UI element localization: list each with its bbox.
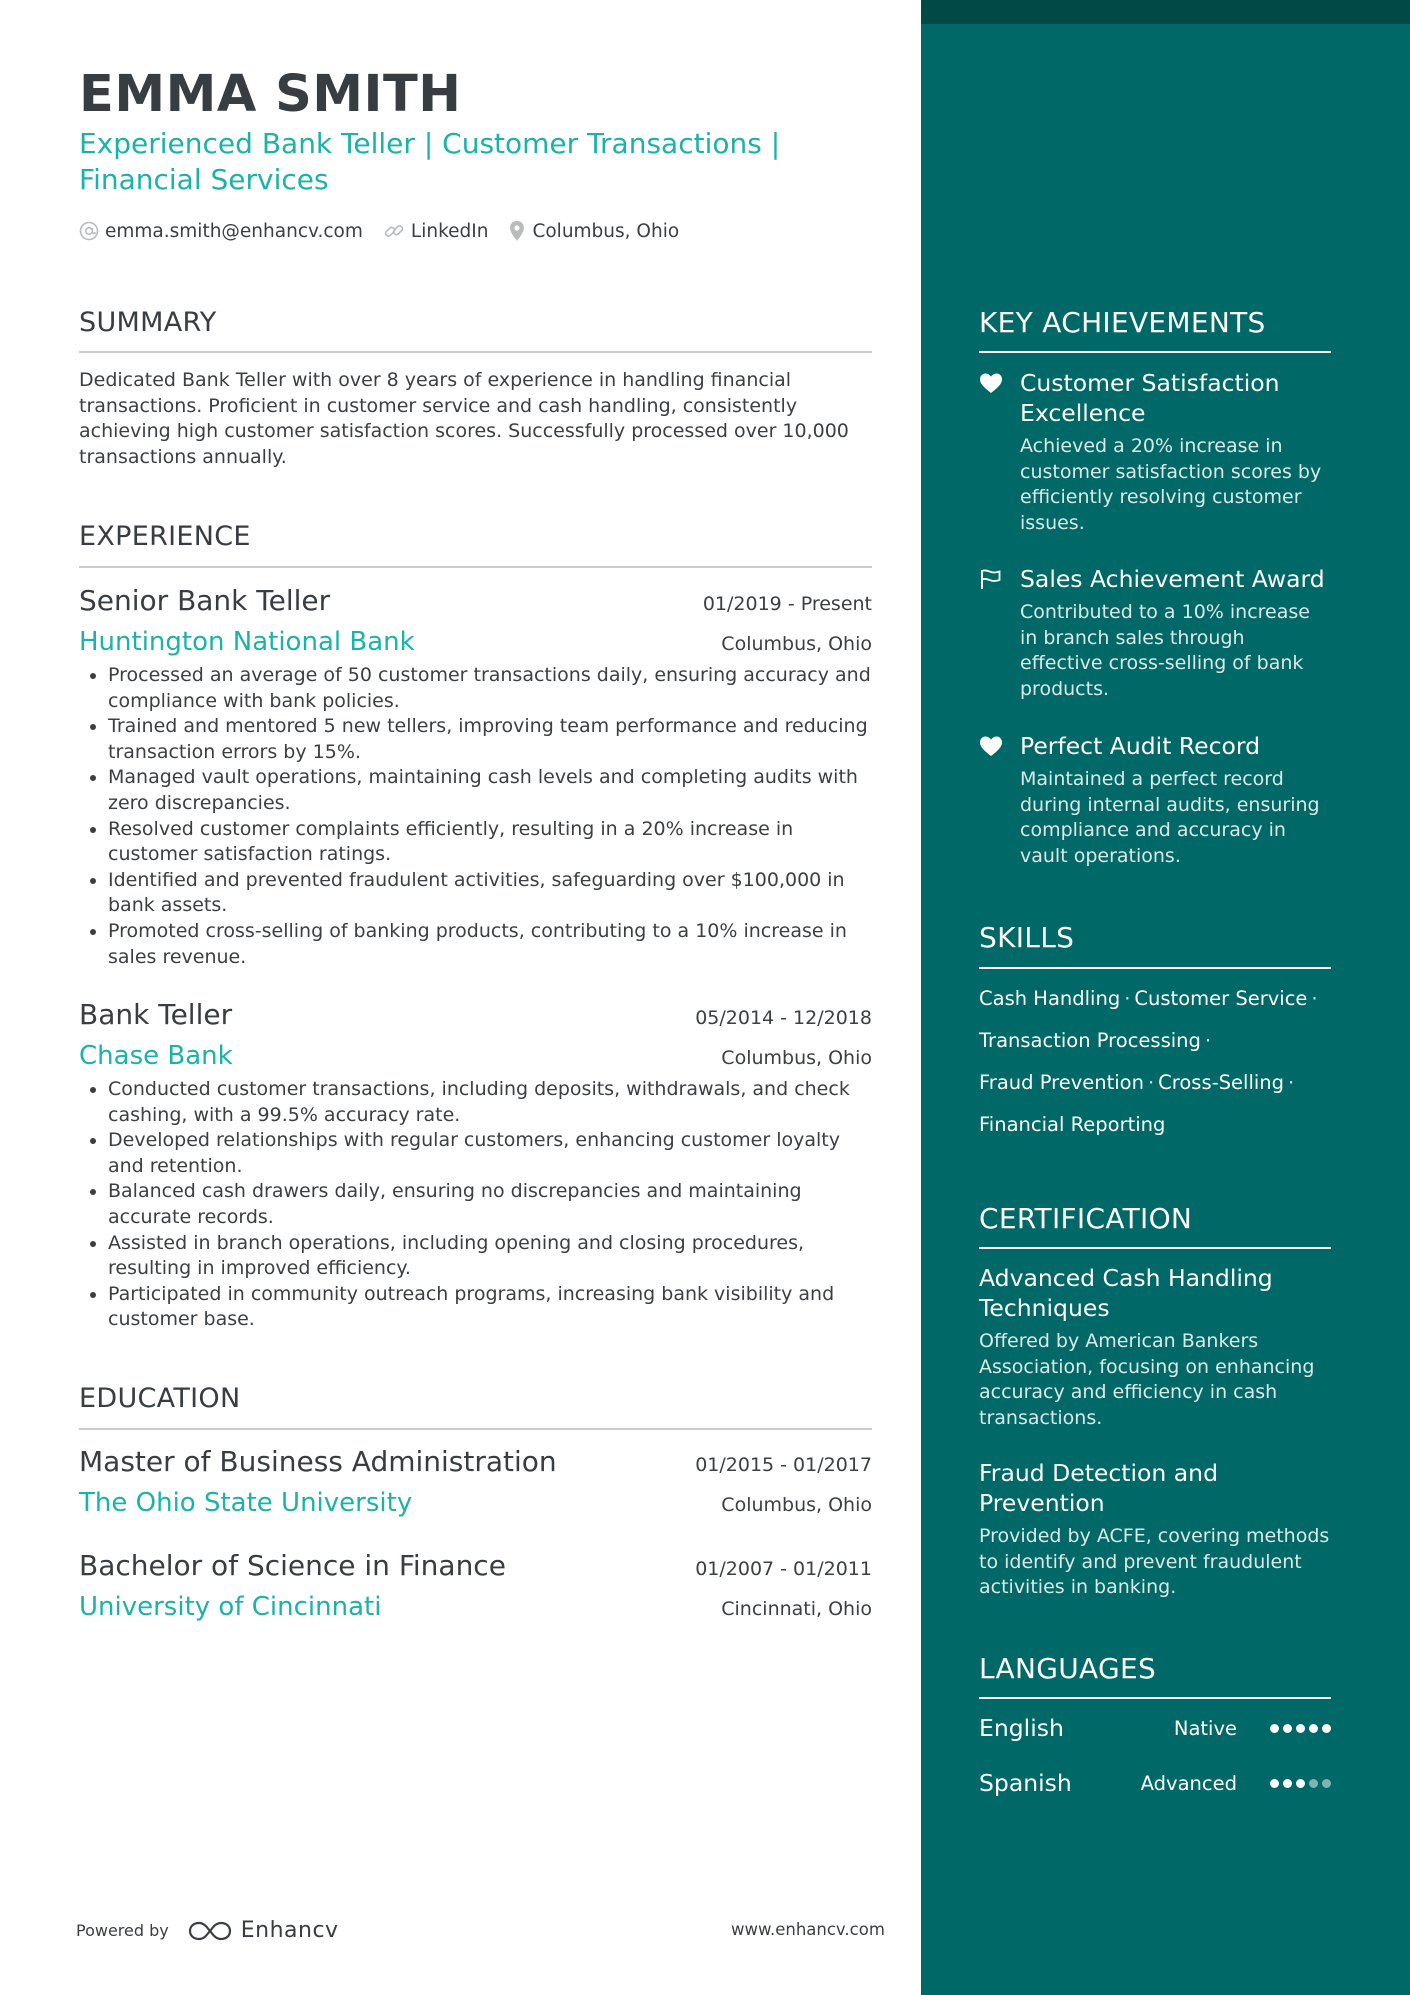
skills-line	[979, 978, 1339, 1020]
certification-item	[979, 1263, 1335, 1431]
heart-icon	[979, 735, 1003, 757]
achievement-description: Maintained a perfect record during internal audits, ensuring compliance and accuracy in vault operations.	[1020, 768, 1320, 867]
contact-email[interactable]	[79, 221, 363, 242]
link-icon	[383, 220, 405, 242]
rating-dot	[1283, 1724, 1292, 1733]
skill-tag: Transaction Processing	[979, 1029, 1201, 1052]
certification-heading: CERTIFICATION	[979, 1202, 1193, 1235]
language-name: Spanish	[979, 1769, 1072, 1797]
degree: Bachelor of Science in Finance	[79, 1549, 506, 1582]
education-entry	[79, 1549, 872, 1624]
company-name: Chase Bank	[79, 1041, 233, 1071]
brand-name: Enhancv	[240, 1918, 339, 1943]
language-rating	[1270, 1779, 1331, 1788]
skills-heading: SKILLS	[979, 921, 1075, 954]
company-name: Huntington National Bank	[79, 627, 415, 657]
certification-title: Advanced Cash Handling Techniques	[979, 1264, 1273, 1322]
skills-line	[979, 1020, 1339, 1062]
job-dates: 01/2019 - Present	[702, 593, 872, 615]
languages-heading: LANGUAGES	[979, 1652, 1157, 1685]
bullet-item: • Assisted in branch operations, including opening and closing procedures, resulting in improved efficiency.	[108, 1231, 872, 1282]
job-dates: 05/2014 - 12/2018	[695, 1007, 872, 1029]
achievement-item	[979, 368, 1331, 536]
headline-line: Financial Services	[79, 163, 329, 196]
bullet-item: • Promoted cross-selling of banking products, contributing to a 10% increase in sales revenue.	[108, 919, 872, 970]
achievement-title: Perfect Audit Record	[1020, 732, 1261, 760]
heart-icon	[979, 372, 1003, 394]
rating-dot	[1296, 1779, 1305, 1788]
experience-heading: EXPERIENCE	[79, 521, 251, 552]
email-text: emma.smith@enhancv.com	[105, 220, 363, 242]
certification-description: Provided by ACFE, covering methods to identify and prevent fraudulent activities in banking.	[979, 1525, 1330, 1599]
skills-list	[979, 978, 1339, 1146]
bullet-item: • Balanced cash drawers daily, ensuring no discrepancies and maintaining accurate records.	[108, 1179, 872, 1230]
bullet-item: • Trained and mentored 5 new tellers, improving team performance and reducing transaction errors by 15%.	[108, 714, 872, 765]
headline-line: Experienced Bank Teller | Customer Transactions |	[79, 127, 781, 160]
skill-separator: ·	[1124, 987, 1131, 1010]
experience-divider	[79, 566, 872, 568]
contact-location	[508, 220, 679, 242]
experience-entry	[79, 584, 872, 970]
summary-heading: SUMMARY	[79, 307, 217, 338]
rating-dot	[1309, 1724, 1318, 1733]
languages-divider	[979, 1697, 1331, 1699]
summary-divider	[79, 351, 872, 353]
job-bullets	[79, 663, 872, 970]
bullet-item: • Developed relationships with regular customers, enhancing customer loyalty and retention.	[108, 1128, 872, 1179]
footer-branding	[76, 1918, 339, 1943]
experience-entry	[79, 998, 872, 1333]
education-divider	[79, 1428, 872, 1430]
job-title: Bank Teller	[79, 998, 233, 1031]
bullet-item: • Managed vault operations, maintaining cash levels and completing audits with zero discrepancies.	[108, 765, 872, 816]
bullet-item: • Participated in community outreach programs, increasing bank visibility and customer base.	[108, 1282, 872, 1333]
bullet-item: • Identified and prevented fraudulent activities, safeguarding over $100,000 in bank assets.	[108, 868, 872, 919]
certification-description: Offered by American Bankers Association, focusing on enhancing accuracy and efficiency in cash transactions.	[979, 1330, 1315, 1429]
language-name: English	[979, 1714, 1064, 1742]
enhancv-logo-icon	[187, 1919, 233, 1943]
language-row	[979, 1713, 1331, 1743]
job-location: Columbus, Ohio	[721, 633, 872, 655]
skill-tag: Financial Reporting	[979, 1113, 1166, 1136]
rating-dot	[1309, 1779, 1318, 1788]
job-bullets	[79, 1077, 872, 1333]
skills-line	[979, 1104, 1339, 1146]
certification-divider	[979, 1247, 1331, 1249]
rating-dot	[1270, 1779, 1279, 1788]
skill-separator: ·	[1147, 1071, 1155, 1094]
language-level: Advanced	[1140, 1771, 1237, 1795]
powered-by-text: Powered by	[76, 1921, 169, 1940]
headline	[79, 126, 839, 198]
school-location: Columbus, Ohio	[721, 1494, 872, 1516]
skill-separator: ·	[1311, 987, 1318, 1010]
school-location: Cincinnati, Ohio	[721, 1598, 872, 1620]
degree: Master of Business Administration	[79, 1445, 557, 1478]
achievements-heading: KEY ACHIEVEMENTS	[979, 306, 1266, 339]
at-sign-icon	[79, 221, 99, 241]
achievements-divider	[979, 351, 1331, 353]
certification-title: Fraud Detection and Prevention	[979, 1459, 1218, 1517]
education-heading: EDUCATION	[79, 1383, 241, 1414]
job-title: Senior Bank Teller	[79, 584, 331, 617]
linkedin-text: LinkedIn	[410, 220, 489, 242]
skill-tag: Cash Handling	[979, 987, 1121, 1010]
rating-dot	[1322, 1779, 1331, 1788]
rating-dot	[1296, 1724, 1305, 1733]
rating-dot	[1283, 1779, 1292, 1788]
achievement-title: Customer Satisfaction Excellence	[1020, 369, 1280, 427]
summary-text: Dedicated Bank Teller with over 8 years of experience in handling financial transactions. Proficient in customer service and cash handling, consistently achieving high customer satisfaction scores. Successfully processed over 10,000 transactions annually.	[79, 369, 849, 468]
enhancv-logo[interactable]	[187, 1918, 339, 1943]
education-dates: 01/2015 - 01/2017	[695, 1454, 872, 1476]
language-row	[979, 1768, 1331, 1798]
school-name: The Ohio State University	[79, 1488, 413, 1518]
rating-dot	[1270, 1724, 1279, 1733]
footer-website[interactable]: www.enhancv.com	[731, 1920, 885, 1939]
contact-linkedin[interactable]	[383, 220, 489, 242]
achievement-title: Sales Achievement Award	[1020, 565, 1325, 593]
bullet-item: • Processed an average of 50 customer transactions daily, ensuring accuracy and compliance with bank policies.	[108, 663, 872, 714]
bullet-item: • Resolved customer complaints efficiently, resulting in a 20% increase in customer satisfaction ratings.	[108, 817, 872, 868]
skill-tag: Cross-Selling	[1158, 1071, 1285, 1094]
skill-separator: ·	[1204, 1029, 1212, 1052]
skills-line	[979, 1062, 1339, 1104]
school-name: University of Cincinnati	[79, 1592, 382, 1622]
skills-divider	[979, 967, 1331, 969]
achievement-item	[979, 564, 1331, 702]
language-rating	[1270, 1724, 1331, 1733]
achievement-item	[979, 731, 1331, 869]
skill-tag: Customer Service	[1134, 987, 1308, 1010]
education-entry	[79, 1445, 872, 1520]
achievement-description: Achieved a 20% increase in customer satisfaction scores by efficiently resolving customer issues.	[1020, 435, 1322, 534]
language-level: Native	[1173, 1716, 1237, 1740]
achievement-description: Contributed to a 10% increase in branch sales through effective cross-selling of bank products.	[1020, 601, 1310, 700]
certification-item	[979, 1458, 1335, 1601]
sidebar-top-band	[921, 0, 1410, 24]
bullet-item: • Conducted customer transactions, including deposits, withdrawals, and check cashing, with a 99.5% accuracy rate.	[108, 1077, 872, 1128]
flag-icon	[979, 568, 1003, 590]
candidate-name: EMMA SMITH	[79, 65, 462, 124]
location-text: Columbus, Ohio	[532, 220, 680, 242]
job-location: Columbus, Ohio	[721, 1047, 872, 1069]
skill-separator: ·	[1288, 1071, 1295, 1094]
rating-dot	[1322, 1724, 1331, 1733]
education-dates: 01/2007 - 01/2011	[695, 1558, 872, 1580]
location-pin-icon	[508, 220, 526, 242]
contact-bar	[79, 219, 679, 243]
skill-tag: Fraud Prevention	[979, 1071, 1144, 1094]
